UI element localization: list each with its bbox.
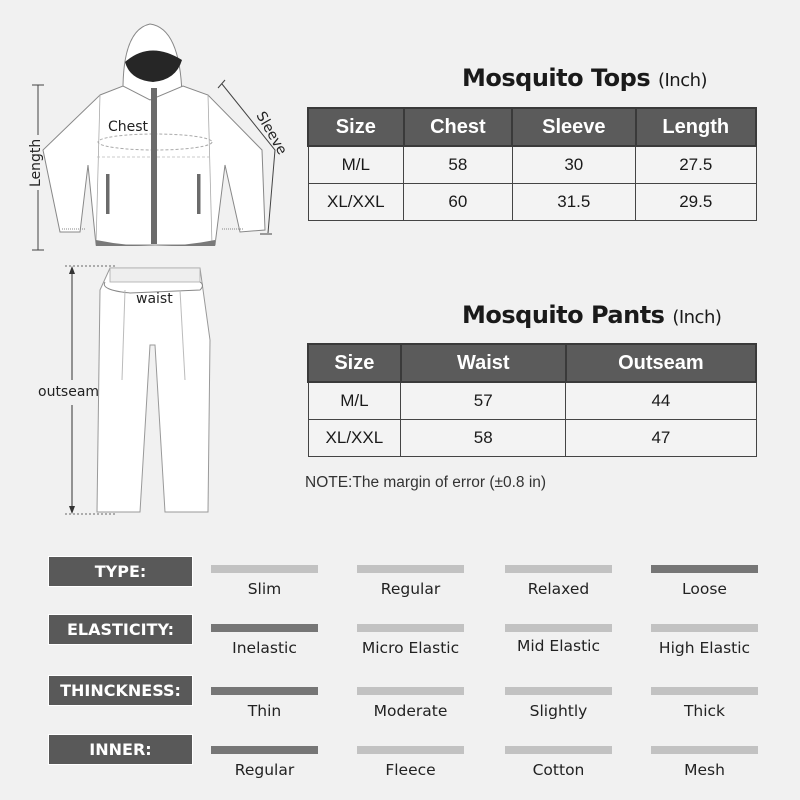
- option-label: Micro Elastic: [361, 639, 460, 657]
- cell-chest: 58: [404, 146, 512, 183]
- option-bar-selected: [211, 746, 318, 754]
- option-bar: [505, 565, 612, 573]
- tops-unit: (Inch): [657, 70, 708, 91]
- option-label: Thin: [247, 702, 282, 720]
- option-mid-elastic: [505, 624, 612, 655]
- option-regular-inner: [211, 746, 318, 779]
- tops-title: [462, 64, 707, 92]
- tops-title-text: Mosquito Tops: [462, 64, 651, 92]
- jacket-diagram: [0, 0, 300, 260]
- cell-chest: 60: [404, 183, 512, 220]
- option-bar-selected: [211, 687, 318, 695]
- header-outseam: Outseam: [566, 344, 756, 382]
- chest-label: Chest: [108, 119, 149, 135]
- option-label: Slightly: [529, 702, 588, 720]
- table-header-row: [308, 108, 756, 146]
- cell-size: M/L: [308, 146, 404, 183]
- option-label: Relaxed: [527, 580, 590, 598]
- option-label: Thick: [683, 702, 726, 720]
- outseam-label: outseam: [38, 384, 100, 400]
- pants-diagram: [0, 250, 260, 530]
- sleeve-label: Sleeve: [252, 109, 290, 158]
- pants-unit: (Inch): [672, 307, 722, 328]
- attribute-label: TYPE:: [48, 556, 193, 587]
- option-slightly: [505, 687, 612, 720]
- option-bar: [357, 565, 464, 573]
- cell-sleeve: 31.5: [512, 183, 635, 220]
- attribute-label: THINCKNESS:: [48, 675, 193, 706]
- option-bar: [651, 746, 758, 754]
- option-label: Moderate: [373, 702, 448, 720]
- option-bar: [357, 746, 464, 754]
- option-label: Fleece: [385, 761, 436, 779]
- length-label: Length: [28, 138, 44, 187]
- option-label: High Elastic: [658, 639, 751, 657]
- option-inelastic: [211, 624, 318, 657]
- table-row: [308, 419, 756, 456]
- table-row: [308, 382, 756, 419]
- option-bar: [651, 687, 758, 695]
- pants-size-table: [307, 343, 757, 457]
- cell-length: 29.5: [636, 183, 756, 220]
- option-label: Slim: [247, 580, 282, 598]
- option-bar-selected: [651, 565, 758, 573]
- table-row: [308, 183, 756, 220]
- tops-size-table: [307, 107, 757, 221]
- option-label: Mid Elastic: [516, 637, 601, 655]
- cell-waist: 58: [401, 419, 566, 456]
- option-loose: [651, 565, 758, 598]
- cell-outseam: 44: [566, 382, 756, 419]
- table-header-row: [308, 344, 756, 382]
- table-row: [308, 146, 756, 183]
- option-relaxed: [505, 565, 612, 598]
- option-bar: [211, 565, 318, 573]
- waist-label: waist: [136, 291, 173, 307]
- option-thin: [211, 687, 318, 720]
- cell-waist: 57: [401, 382, 566, 419]
- option-bar: [357, 624, 464, 632]
- header-length: Length: [636, 108, 756, 146]
- margin-of-error-note: NOTE:The margin of error (±0.8 in): [305, 474, 547, 491]
- pants-title-text: Mosquito Pants: [462, 301, 665, 329]
- option-regular: [357, 565, 464, 598]
- option-label: Loose: [682, 580, 727, 598]
- option-cotton: [505, 746, 612, 779]
- option-mesh: [651, 746, 758, 779]
- attribute-label: ELASTICITY:: [48, 614, 193, 645]
- cell-size: M/L: [308, 382, 401, 419]
- option-label: Regular: [234, 761, 295, 779]
- option-bar-selected: [211, 624, 318, 632]
- header-sleeve: Sleeve: [512, 108, 635, 146]
- attribute-label: INNER:: [48, 734, 193, 765]
- option-high-elastic: [651, 624, 758, 657]
- cell-length: 27.5: [636, 146, 756, 183]
- header-size: Size: [308, 344, 401, 382]
- header-chest: Chest: [404, 108, 512, 146]
- cell-outseam: 47: [566, 419, 756, 456]
- pants-title: [462, 301, 721, 329]
- option-slim: [211, 565, 318, 598]
- header-waist: Waist: [401, 344, 566, 382]
- option-label: Inelastic: [232, 639, 297, 657]
- option-label: Regular: [380, 580, 441, 598]
- option-micro-elastic: [357, 624, 464, 657]
- option-fleece: [357, 746, 464, 779]
- option-bar: [651, 624, 758, 632]
- option-label: Mesh: [684, 761, 725, 779]
- option-bar: [505, 687, 612, 695]
- cell-size: XL/XXL: [308, 419, 401, 456]
- option-bar: [357, 687, 464, 695]
- option-bar: [505, 746, 612, 754]
- option-moderate: [357, 687, 464, 720]
- option-bar: [505, 624, 612, 632]
- header-size: Size: [308, 108, 404, 146]
- option-thick: [651, 687, 758, 720]
- cell-sleeve: 30: [512, 146, 635, 183]
- cell-size: XL/XXL: [308, 183, 404, 220]
- option-label: Cotton: [532, 761, 585, 779]
